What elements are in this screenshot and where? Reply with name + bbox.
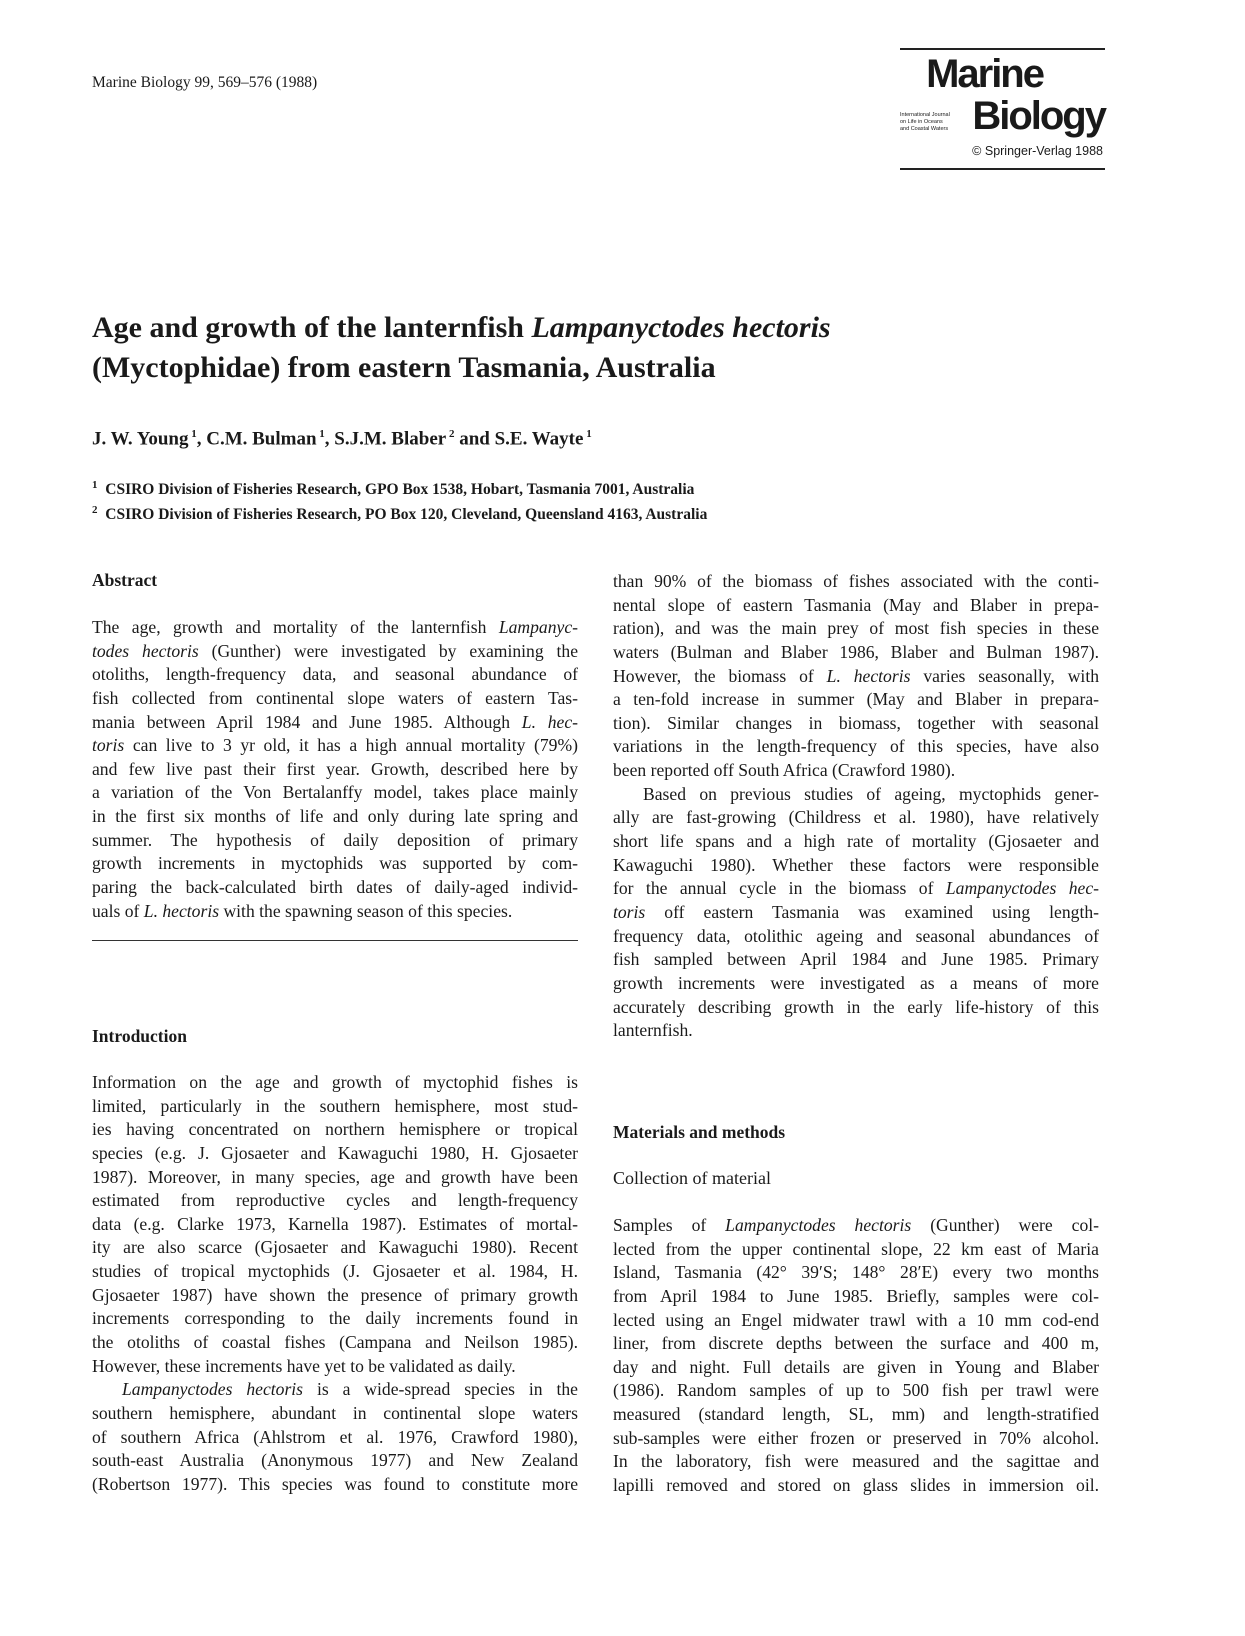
text-line: been reported off South Africa (Crawford 1980).	[613, 760, 956, 781]
text-line: accurately describing growth in the early life-history of this	[613, 996, 1099, 1017]
authors: J. W. Young $^1$, C.M. Bulman $^1$, S.J.M. Blaber $^2$ and S.E. Wayte $^1$	[92, 428, 592, 450]
italic-term: L. hectoris	[143, 900, 220, 921]
author-name: J. W. Young	[92, 428, 189, 450]
text-line: frequency data, otolithic ageing and seasonal abundances of	[613, 925, 1099, 946]
affiliation-number: 1	[92, 479, 98, 491]
title-text: (Myctophidae) from eastern Tasmania, Australia	[92, 351, 716, 384]
text-line: 1987). Moreover, in many species, age and growth have been	[92, 1166, 578, 1187]
italic-term: Lampanyctodes hec-	[945, 878, 1099, 899]
text-line: However, these increments have yet to be validated as daily.	[92, 1355, 516, 1376]
text-line: short life spans and a high rate of mortality (Gjosaeter and	[613, 831, 1099, 852]
text-line: sub-samples were either frozen or preserved in 70% alcohol.	[613, 1427, 1099, 1448]
text-line: growth increments were investigated as a means of more	[613, 972, 1099, 993]
text-line: Based on previous studies of ageing, myctophids gener-	[643, 783, 1099, 804]
text-line: studies of tropical myctophids (J. Gjosaeter et al. 1984, H.	[92, 1261, 578, 1282]
text-line: todes hectoris (Gunther) were investigated by examining the	[92, 640, 579, 661]
author-affiliation-mark: 1	[188, 428, 197, 440]
text-line: waters (Bulman and Blaber 1986, Blaber and Bulman 1987).	[613, 641, 1099, 662]
italic-term: L. hec-	[521, 711, 578, 732]
text-line: lected from the upper continental slope, 22 km east of Maria	[613, 1238, 1099, 1259]
text-line: ration), and was the main prey of most fish species in these	[613, 618, 1099, 639]
text-line: fish sampled between April 1984 and June 1985. Primary	[613, 949, 1099, 970]
logo-subtitle-line: International Journal	[900, 112, 950, 118]
introduction-heading: Introduction	[92, 1026, 187, 1046]
text-line: a variation of the Von Bertalanffy model, takes place mainly	[92, 782, 578, 803]
abstract-divider	[92, 940, 578, 941]
author-name: S.J.M. Blaber	[334, 428, 447, 450]
text-line: tion). Similar changes in biomass, together with seasonal	[613, 712, 1099, 733]
text-line: ally are fast-growing (Childress et al. 1980), have relatively	[613, 807, 1099, 828]
text-line: lected using an Engel midwater trawl with a 10 mm cod-end	[613, 1309, 1099, 1330]
text-line: summer. The hypothesis of daily deposition of primary	[92, 829, 578, 850]
methods-heading: Materials and methods	[613, 1122, 786, 1142]
text-line: The age, growth and mortality of the lanternfish Lampanyc-	[92, 617, 578, 637]
text-line: (Robertson 1977). This species was found to constitute more	[92, 1473, 578, 1494]
text-line: (1986). Random samples of up to 500 fish per trawl were	[613, 1380, 1099, 1401]
text-line: liner, from discrete depths between the surface and 400 m,	[613, 1333, 1099, 1354]
author-name: C.M. Bulman	[206, 428, 317, 450]
text-line: otoliths, length-frequency data, and seasonal abundance of	[92, 664, 578, 685]
affiliation-text: CSIRO Division of Fisheries Research, GPO Box 1538, Hobart, Tasmania 7001, Australia	[105, 481, 695, 499]
logo-marine: Marine	[926, 52, 1043, 96]
text-line: southern hemisphere, abundant in continental slope waters	[92, 1402, 578, 1423]
journal-reference: Marine Biology 99, 569–576 (1988)	[92, 74, 318, 91]
text-line: the otoliths of coastal fishes (Campana and Neilson 1985).	[92, 1332, 578, 1353]
paper-title	[92, 308, 831, 388]
text-line: ity are also scarce (Gjosaeter and Kawaguchi 1980). Recent	[92, 1237, 578, 1258]
logo-subtitle-line: on Life in Oceans	[900, 119, 943, 125]
text-line: than 90% of the biomass of fishes associated with the conti-	[613, 571, 1099, 591]
text-line: species (e.g. J. Gjosaeter and Kawaguchi 1980, H. Gjosaeter	[92, 1142, 578, 1163]
logo-subtitle	[900, 112, 960, 133]
affiliation-text: CSIRO Division of Fisheries Research, PO Box 120, Cleveland, Queensland 4163, Australia	[105, 506, 708, 524]
abstract-body	[92, 616, 578, 923]
text-line: south-east Australia (Anonymous 1977) and New Zealand	[92, 1450, 578, 1471]
author-affiliation-mark: 1	[583, 428, 592, 440]
italic-term: todes hectoris	[92, 640, 199, 661]
copyright: © Springer-Verlag 1988	[972, 144, 1103, 158]
text-line: nental slope of eastern Tasmania (May and Blaber in prepa-	[613, 594, 1099, 615]
text-line: measured (standard length, SL, mm) and length-stratified	[613, 1404, 1099, 1425]
journal-logo	[900, 48, 1105, 172]
text-line: increments corresponding to the daily increments found in	[92, 1308, 578, 1329]
abstract-heading: Abstract	[92, 570, 158, 590]
text-line: a ten-fold increase in summer (May and Blaber in prepara-	[613, 689, 1099, 710]
text-line: growth increments in myctophids was supported by com-	[92, 853, 578, 874]
text-line: day and night. Full details are given in Young and Blaber	[613, 1356, 1099, 1377]
affiliation-1	[92, 479, 694, 499]
logo-biology: Biology	[972, 94, 1105, 138]
italic-term: toris	[92, 735, 125, 756]
text-line: from April 1984 to June 1985. Briefly, samples were col-	[613, 1285, 1099, 1306]
methods-subheading: Collection of material	[613, 1168, 771, 1188]
italic-term: Lampanyc-	[498, 617, 578, 637]
text-line: lapilli removed and stored on glass slides in immersion oil.	[613, 1475, 1099, 1496]
logo-bottom-rule	[900, 168, 1105, 170]
text-line: mania between April 1984 and June 1985. Although L. hec-	[92, 711, 578, 732]
introduction-continued	[613, 570, 1099, 1043]
text-line: ies having concentrated on northern hemisphere or tropical	[92, 1119, 578, 1140]
author-name: S.E. Wayte	[494, 428, 584, 450]
text-line: Gjosaeter 1987) have shown the presence of primary growth	[92, 1284, 578, 1305]
author-affiliation-mark: 2	[446, 428, 455, 440]
text-line: lanternfish.	[613, 1020, 693, 1041]
logo-top-rule	[900, 48, 1105, 50]
title-species: Lampanyctodes hectoris	[531, 311, 831, 344]
italic-term: Lampanyctodes hectoris	[725, 1215, 912, 1235]
text-line: Samples of Lampanyctodes hectoris (Gunther) were col-	[613, 1215, 1099, 1235]
text-line: toris off eastern Tasmania was examined using length-	[613, 901, 1099, 922]
text-line: paring the back-calculated birth dates of daily-aged individ-	[92, 877, 578, 898]
text-line: of southern Africa (Ahlstrom et al. 1976, Crawford 1980),	[92, 1426, 578, 1447]
text-line: fish collected from continental slope waters of eastern Tas-	[92, 687, 578, 708]
italic-term: L. hectoris	[826, 665, 911, 686]
text-line: Kawaguchi 1980). Whether these factors were responsible	[613, 854, 1099, 875]
text-line: data (e.g. Clarke 1973, Karnella 1987). Estimates of mortal-	[92, 1213, 578, 1234]
text-line: toris can live to 3 yr old, it has a high annual mortality (79%)	[92, 735, 578, 756]
affiliation-number: 2	[92, 504, 98, 516]
author-affiliation-mark: 1	[316, 428, 325, 440]
text-line: for the annual cycle in the biomass of Lampanyctodes hec-	[613, 878, 1099, 899]
text-line: However, the biomass of L. hectoris varies seasonally, with	[613, 665, 1100, 686]
text-line: limited, particularly in the southern hemisphere, most stud-	[92, 1095, 578, 1116]
text-line: estimated from reproductive cycles and length-frequency	[92, 1190, 578, 1211]
italic-term: toris	[613, 901, 646, 922]
text-line: uals of L. hectoris with the spawning season of this species.	[92, 900, 513, 921]
text-line: In the laboratory, fish were measured and the sagittae and	[613, 1451, 1099, 1472]
text-line: Lampanyctodes hectoris is a wide-spread species in the	[122, 1379, 578, 1400]
methods-body	[613, 1214, 1099, 1498]
text-line: in the first six months of life and only during late spring and	[92, 806, 578, 827]
text-line: variations in the length-frequency of this species, have also	[613, 736, 1099, 757]
logo-subtitle-line: and Coastal Waters	[900, 126, 949, 132]
text-line: Island, Tasmania (42° 39′S; 148° 28′E) every two months	[613, 1262, 1099, 1283]
italic-term: Lampanyctodes hectoris	[122, 1379, 304, 1400]
title-text: Age and growth of the lanternfish	[92, 311, 532, 344]
text-line: and few live past their first year. Growth, described here by	[92, 758, 578, 779]
affiliation-2	[92, 504, 707, 524]
text-line: Information on the age and growth of myctophid fishes is	[92, 1072, 578, 1092]
introduction-body	[92, 1071, 578, 1497]
